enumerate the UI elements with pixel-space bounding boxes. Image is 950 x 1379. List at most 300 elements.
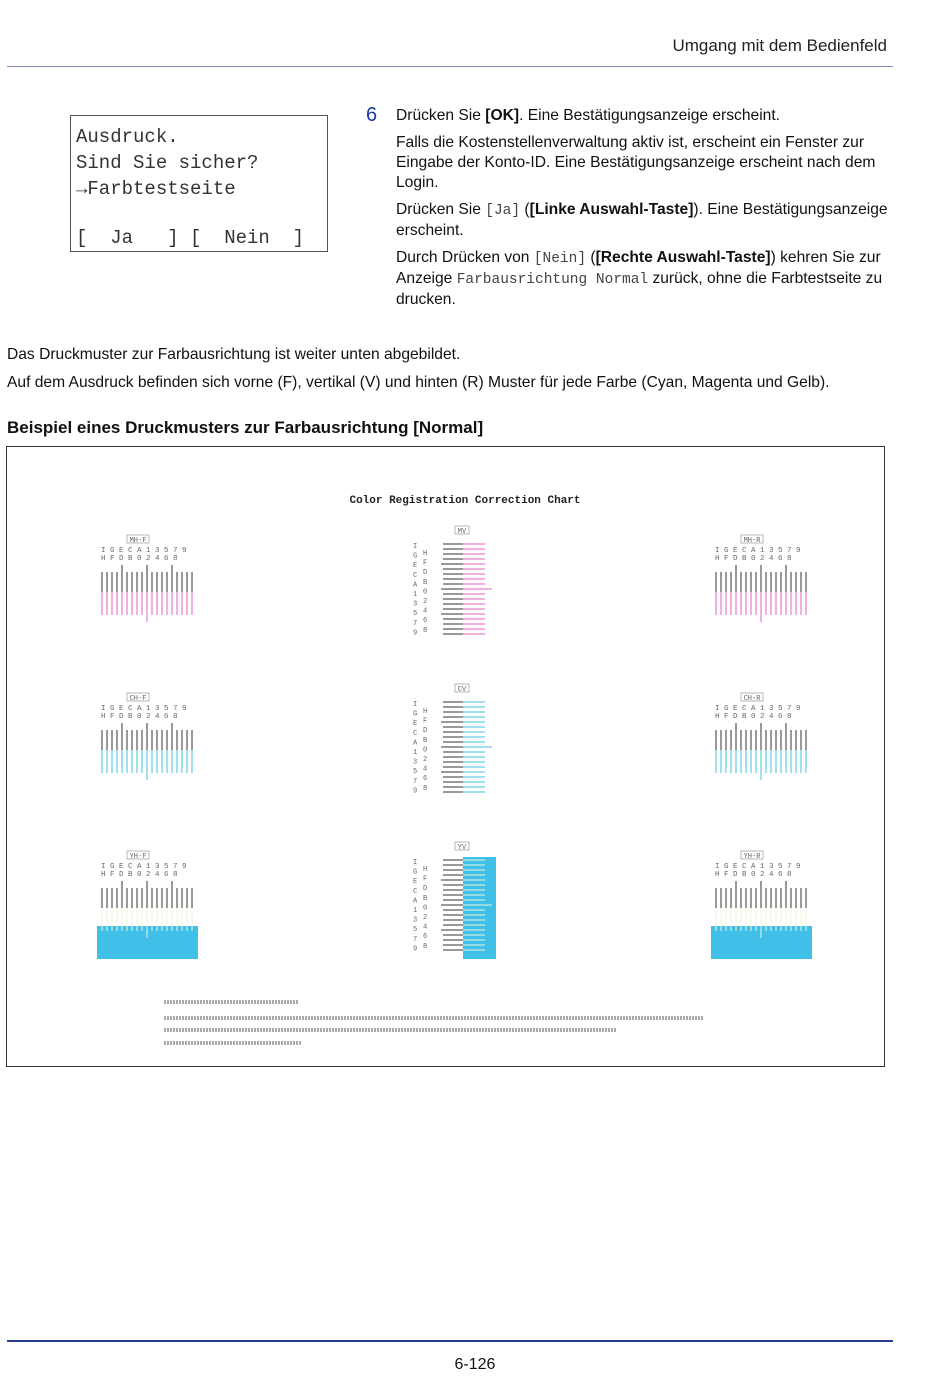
info-bar-gap <box>412 1016 413 1020</box>
info-bar-gap <box>226 1000 227 1004</box>
v-scale-right: 8 <box>423 942 428 951</box>
yellow-fill-block <box>463 857 496 959</box>
info-bar-gap <box>412 1028 413 1032</box>
info-bar-gap <box>610 1016 611 1020</box>
info-bar-gap <box>205 1028 206 1032</box>
info-bar-gap <box>535 1016 536 1020</box>
info-bar-gap <box>292 1028 293 1032</box>
info-bar-gap <box>517 1016 518 1020</box>
info-bar-gap <box>325 1028 326 1032</box>
info-bar-gap <box>280 1041 281 1045</box>
info-bar-gap <box>358 1016 359 1020</box>
info-bar-gap <box>178 1000 179 1004</box>
info-bar-gap <box>643 1016 644 1020</box>
info-bar-gap <box>340 1016 341 1020</box>
info-bar-gap <box>289 1000 290 1004</box>
info-bar-gap <box>238 1041 239 1045</box>
info-bar-gap <box>562 1028 563 1032</box>
scale-bottom: H F D B 0 2 4 6 8 <box>715 713 792 721</box>
v-scale-left: 9 <box>413 945 418 954</box>
v-scale-right: B <box>423 736 428 745</box>
info-bar-gap <box>481 1016 482 1020</box>
info-bar-gap <box>328 1016 329 1020</box>
info-bar-gap <box>193 1016 194 1020</box>
info-bar-gap <box>331 1028 332 1032</box>
v-scale-left: C <box>413 571 418 580</box>
info-bar-gap <box>583 1028 584 1032</box>
info-bar-gap <box>259 1000 260 1004</box>
info-bar-gap <box>466 1016 467 1020</box>
info-bar-gap <box>610 1028 611 1032</box>
info-bar-gap <box>697 1016 698 1020</box>
info-bar-gap <box>274 1000 275 1004</box>
info-bar-gap <box>295 1028 296 1032</box>
v-scale-right: H <box>423 708 428 716</box>
info-bar-gap <box>361 1028 362 1032</box>
info-bar-gap <box>250 1041 251 1045</box>
scale-top: I G E C A 1 3 5 7 9 <box>101 705 187 713</box>
info-bar-gap <box>490 1016 491 1020</box>
info-bar-gap <box>277 1016 278 1020</box>
pattern-label: MH-F <box>129 537 147 545</box>
info-bar-gap <box>580 1028 581 1032</box>
scale-bottom: H F D B 0 2 4 6 8 <box>101 713 178 721</box>
info-bar-gap <box>181 1041 182 1045</box>
info-bar-gap <box>193 1028 194 1032</box>
v-scale-right: F <box>423 875 428 884</box>
info-bar-gap <box>295 1000 296 1004</box>
right-select-key: [Rechte Auswahl-Taste] <box>595 249 771 266</box>
info-bar-gap <box>493 1028 494 1032</box>
info-bar-gap <box>532 1028 533 1032</box>
info-bar-gap <box>187 1041 188 1045</box>
info-bar-gap <box>325 1016 326 1020</box>
info-bar-gap <box>568 1028 569 1032</box>
step-para-1 <box>396 106 896 126</box>
info-bar-gap <box>172 1041 173 1045</box>
info-bar-gap <box>175 1041 176 1045</box>
info-bar-gap <box>214 1000 215 1004</box>
info-bar-gap <box>358 1028 359 1032</box>
info-bar-gap <box>694 1016 695 1020</box>
text: ( <box>586 249 596 266</box>
info-bar-gap <box>235 1028 236 1032</box>
info-bar-gap <box>238 1016 239 1020</box>
info-bar-gap <box>475 1016 476 1020</box>
info-bar-gap <box>424 1028 425 1032</box>
info-bar-gap <box>211 1016 212 1020</box>
info-bar-gap <box>583 1016 584 1020</box>
text: zurück, ohne die Farbtestseite zu drucken. <box>396 270 883 308</box>
info-bar-gap <box>604 1028 605 1032</box>
info-bar-gap <box>436 1016 437 1020</box>
display-name: Farbausrichtung Normal <box>456 272 649 288</box>
info-bar-gap <box>559 1016 560 1020</box>
info-bar-gap <box>256 1041 257 1045</box>
v-scale-right: F <box>423 559 428 568</box>
info-bar-gap <box>202 1000 203 1004</box>
info-bar-gap <box>331 1016 332 1020</box>
chart-title: Color Registration Correction Chart <box>349 495 581 507</box>
info-bar-gap <box>343 1028 344 1032</box>
info-bar-gap <box>433 1028 434 1032</box>
info-bar-gap <box>679 1016 680 1020</box>
info-bar-gap <box>178 1028 179 1032</box>
info-bar-gap <box>373 1028 374 1032</box>
info-bar-gap <box>682 1016 683 1020</box>
info-bar-gap <box>187 1016 188 1020</box>
v-scale-right: 2 <box>423 914 428 922</box>
text: Durch Drücken von <box>396 249 534 266</box>
info-bar-gap <box>442 1016 443 1020</box>
info-bar-gap <box>526 1028 527 1032</box>
info-bar-gap <box>250 1016 251 1020</box>
info-bar-gap <box>445 1016 446 1020</box>
info-bar-gap <box>565 1028 566 1032</box>
info-bar-gap <box>607 1016 608 1020</box>
info-bar-gap <box>214 1016 215 1020</box>
info-bar-gap <box>592 1028 593 1032</box>
info-bar-gap <box>202 1028 203 1032</box>
info-bar-gap <box>256 1000 257 1004</box>
info-bar-gap <box>322 1016 323 1020</box>
info-bar-gap <box>658 1016 659 1020</box>
ja-display: [Ja] <box>485 203 521 219</box>
info-bar-gap <box>439 1016 440 1020</box>
info-bar-gap <box>307 1028 308 1032</box>
text: ) kehren Sie zur Anzeige <box>396 249 881 287</box>
lcd-line-3-text: Farbtestseite <box>87 178 236 200</box>
lcd-buttons: [ Ja ] [ Nein ] <box>76 227 305 249</box>
info-bar-gap <box>184 1000 185 1004</box>
info-bar-gap <box>271 1041 272 1045</box>
scale-top: I G E C A 1 3 5 7 9 <box>101 547 187 555</box>
info-bar-gap <box>589 1028 590 1032</box>
info-bar-gap <box>223 1028 224 1032</box>
info-bar-gap <box>271 1028 272 1032</box>
info-bar-gap <box>466 1028 467 1032</box>
info-bar-gap <box>529 1028 530 1032</box>
info-bar-gap <box>370 1028 371 1032</box>
v-scale-left: E <box>413 720 418 729</box>
info-bar-gap <box>265 1028 266 1032</box>
info-bar-gap <box>385 1028 386 1032</box>
info-bar-gap <box>265 1000 266 1004</box>
info-bar-gap <box>229 1016 230 1020</box>
info-bar-gap <box>283 1028 284 1032</box>
v-scale-left: 1 <box>413 907 418 915</box>
v-scale-left: G <box>413 868 418 877</box>
info-bar-gap <box>196 1028 197 1032</box>
pattern-label: YV <box>457 844 467 852</box>
info-bar-gap <box>544 1016 545 1020</box>
info-bar-gap <box>598 1016 599 1020</box>
info-bar-gap <box>505 1016 506 1020</box>
info-bar-gap <box>172 1028 173 1032</box>
info-bar-gap <box>484 1016 485 1020</box>
body-paragraph-1: Das Druckmuster zur Farbausrichtung ist weiter unten abgebildet. <box>7 346 461 363</box>
info-bar-gap <box>181 1016 182 1020</box>
info-bar-gap <box>220 1041 221 1045</box>
info-bar-gap <box>406 1028 407 1032</box>
info-bar-gap <box>625 1016 626 1020</box>
v-scale-left: G <box>413 552 418 561</box>
info-bar-gap <box>601 1016 602 1020</box>
v-scale-right: 4 <box>423 607 428 616</box>
info-bar-gap <box>262 1028 263 1032</box>
info-bar-gap <box>550 1028 551 1032</box>
v-scale-left: 1 <box>413 591 418 599</box>
info-bar-gap <box>286 1028 287 1032</box>
info-bar-gap <box>463 1028 464 1032</box>
info-bar-gap <box>172 1000 173 1004</box>
v-scale-right: 6 <box>423 617 428 626</box>
info-bar-gap <box>376 1028 377 1032</box>
info-bar-gap <box>190 1016 191 1020</box>
info-bar-gap <box>232 1028 233 1032</box>
info-bar-gap <box>499 1016 500 1020</box>
info-bar-gap <box>535 1028 536 1032</box>
info-bar-gap <box>277 1041 278 1045</box>
info-bar-gap <box>541 1016 542 1020</box>
info-bar-gap <box>370 1016 371 1020</box>
v-scale-left: 5 <box>413 768 418 777</box>
info-bar-gap <box>223 1016 224 1020</box>
pattern-label: CH-R <box>743 695 761 703</box>
info-bar-gap <box>433 1016 434 1020</box>
page-number: 6-126 <box>454 1356 496 1373</box>
info-bar-gap <box>313 1016 314 1020</box>
info-bar-gap <box>352 1028 353 1032</box>
info-bar-gap <box>178 1041 179 1045</box>
info-bar-gap <box>259 1028 260 1032</box>
info-bar-gap <box>556 1028 557 1032</box>
info-bar-gap <box>211 1041 212 1045</box>
info-bar-gap <box>397 1016 398 1020</box>
text: ). Eine Bestätigungsanzeige erscheint. <box>396 201 888 239</box>
pattern-label: CH-F <box>129 695 147 703</box>
text: Drücken Sie <box>396 107 486 124</box>
info-bar-gap <box>253 1028 254 1032</box>
info-bar-gap <box>295 1016 296 1020</box>
info-bar-gap <box>208 1028 209 1032</box>
info-bar-gap <box>271 1000 272 1004</box>
lcd-line-3 <box>76 176 327 202</box>
v-scale-right: 4 <box>423 765 428 774</box>
info-bar-gap <box>235 1000 236 1004</box>
info-bar-gap <box>586 1028 587 1032</box>
info-bar-gap <box>355 1016 356 1020</box>
info-bar-gap <box>292 1000 293 1004</box>
info-bar-gap <box>193 1041 194 1045</box>
info-bar-gap <box>310 1016 311 1020</box>
info-bar-gap <box>196 1041 197 1045</box>
info-bar-gap <box>280 1016 281 1020</box>
info-bar-gap <box>430 1016 431 1020</box>
info-bar-gap <box>334 1016 335 1020</box>
info-bar-gap <box>337 1028 338 1032</box>
nein-display: [Nein] <box>533 251 587 267</box>
info-bar-gap <box>184 1016 185 1020</box>
info-bar-gap <box>349 1016 350 1020</box>
info-bar-gap <box>238 1000 239 1004</box>
info-bar-gap <box>265 1041 266 1045</box>
info-bar-gap <box>421 1028 422 1032</box>
info-bar-gap <box>382 1016 383 1020</box>
info-bar-gap <box>361 1016 362 1020</box>
info-bar-gap <box>268 1000 269 1004</box>
info-bar-gap <box>547 1016 548 1020</box>
step-para-4 <box>396 248 896 310</box>
v-scale-left: 9 <box>413 629 418 638</box>
info-bar-gap <box>241 1000 242 1004</box>
scale-bottom: H F D B 0 2 4 6 8 <box>715 871 792 879</box>
v-scale-left: 3 <box>413 600 418 609</box>
info-bar-gap <box>229 1000 230 1004</box>
v-scale-right: B <box>423 578 428 587</box>
info-bar-gap <box>391 1016 392 1020</box>
info-bar-gap <box>622 1016 623 1020</box>
info-bar-gap <box>553 1016 554 1020</box>
info-bar-gap <box>199 1000 200 1004</box>
info-bar-gap <box>208 1016 209 1020</box>
lcd-line-2: Sind Sie sicher? <box>76 152 259 174</box>
info-bar-gap <box>562 1016 563 1020</box>
info-bar-gap <box>208 1041 209 1045</box>
info-bar-gap <box>262 1041 263 1045</box>
info-bar-gap <box>205 1000 206 1004</box>
info-bar-gap <box>511 1028 512 1032</box>
info-bar-gap <box>421 1016 422 1020</box>
info-bar-gap <box>187 1028 188 1032</box>
info-bar-gap <box>415 1016 416 1020</box>
info-bar-gap <box>511 1016 512 1020</box>
info-bar-gap <box>571 1016 572 1020</box>
info-bar-gap <box>403 1028 404 1032</box>
info-bar-gap <box>520 1028 521 1032</box>
test-page-frame <box>6 446 885 1067</box>
info-bar-gap <box>226 1041 227 1045</box>
info-bar-gap <box>571 1028 572 1032</box>
info-bar-gap <box>529 1016 530 1020</box>
info-bar-gap <box>334 1028 335 1032</box>
info-bar-gap <box>208 1000 209 1004</box>
info-bar-gap <box>244 1028 245 1032</box>
info-bar-gap <box>637 1016 638 1020</box>
info-bar-gap <box>307 1016 308 1020</box>
info-bar-gap <box>451 1016 452 1020</box>
v-scale-left: C <box>413 887 418 896</box>
info-bar-gap <box>235 1016 236 1020</box>
info-bar-gap <box>649 1016 650 1020</box>
info-bar-gap <box>415 1028 416 1032</box>
info-bar-gap <box>397 1028 398 1032</box>
scale-bottom: H F D B 0 2 4 6 8 <box>101 871 178 879</box>
info-bar-gap <box>316 1028 317 1032</box>
info-bar-gap <box>508 1028 509 1032</box>
info-bar-gap <box>229 1028 230 1032</box>
info-bar-gap <box>310 1028 311 1032</box>
info-bar-gap <box>388 1016 389 1020</box>
info-bar-gap <box>166 1016 167 1020</box>
info-bar-gap <box>592 1016 593 1020</box>
info-bar-gap <box>328 1028 329 1032</box>
info-bar-gap <box>508 1016 509 1020</box>
v-scale-right: 0 <box>423 588 428 597</box>
info-bar-gap <box>274 1028 275 1032</box>
info-bar-gap <box>289 1028 290 1032</box>
info-bar-gap <box>553 1028 554 1032</box>
v-scale-left: 5 <box>413 926 418 935</box>
info-bar-gap <box>382 1028 383 1032</box>
info-bar-gap <box>430 1028 431 1032</box>
v-scale-left: I <box>413 701 418 709</box>
v-scale-left: 9 <box>413 787 418 796</box>
info-bar-gap <box>223 1000 224 1004</box>
info-bar-gap <box>214 1028 215 1032</box>
v-scale-left: A <box>413 739 418 748</box>
info-bar-gap <box>607 1028 608 1032</box>
info-bar-gap <box>178 1016 179 1020</box>
info-bar-gap <box>214 1041 215 1045</box>
info-bar-gap <box>628 1016 629 1020</box>
v-scale-left: G <box>413 710 418 719</box>
info-bar-gap <box>481 1028 482 1032</box>
info-bar-gap <box>460 1028 461 1032</box>
v-scale-right: H <box>423 866 428 874</box>
info-bar-gap <box>634 1016 635 1020</box>
info-bar-gap <box>193 1000 194 1004</box>
info-bar-gap <box>220 1028 221 1032</box>
info-bar-gap <box>301 1028 302 1032</box>
info-bar-gap <box>202 1016 203 1020</box>
info-bar-gap <box>448 1028 449 1032</box>
info-bar-gap <box>217 1000 218 1004</box>
info-bar-gap <box>544 1028 545 1032</box>
info-bar-gap <box>286 1016 287 1020</box>
info-bar-gap <box>661 1016 662 1020</box>
info-bar-gap <box>259 1016 260 1020</box>
scale-top: I G E C A 1 3 5 7 9 <box>101 863 187 871</box>
info-bar-gap <box>166 1041 167 1045</box>
info-bar-gap <box>190 1028 191 1032</box>
info-bar-gap <box>211 1000 212 1004</box>
info-bar-gap <box>232 1000 233 1004</box>
v-scale-right: 2 <box>423 756 428 764</box>
ok-key: [OK] <box>485 107 520 124</box>
info-bar-gap <box>547 1028 548 1032</box>
info-bar-gap <box>574 1028 575 1032</box>
color-registration-chart <box>7 447 884 1066</box>
v-scale-right: F <box>423 717 428 726</box>
info-bar-gap <box>403 1016 404 1020</box>
info-bar-gap <box>298 1041 299 1045</box>
scale-top: I G E C A 1 3 5 7 9 <box>715 547 801 555</box>
info-bar-gap <box>169 1016 170 1020</box>
info-bar-gap <box>190 1041 191 1045</box>
pattern-label: YH-F <box>129 853 147 861</box>
arrow-icon: → <box>76 178 88 200</box>
info-bar-gap <box>538 1016 539 1020</box>
info-bar-gap <box>478 1016 479 1020</box>
info-bar-gap <box>424 1016 425 1020</box>
info-bar-gap <box>460 1016 461 1020</box>
running-header: Umgang mit dem Bedienfeld <box>672 36 887 55</box>
text: ( <box>520 201 530 218</box>
info-bar-gap <box>292 1016 293 1020</box>
scale-bottom: H F D B 0 2 4 6 8 <box>715 555 792 563</box>
info-bar-gap <box>652 1016 653 1020</box>
